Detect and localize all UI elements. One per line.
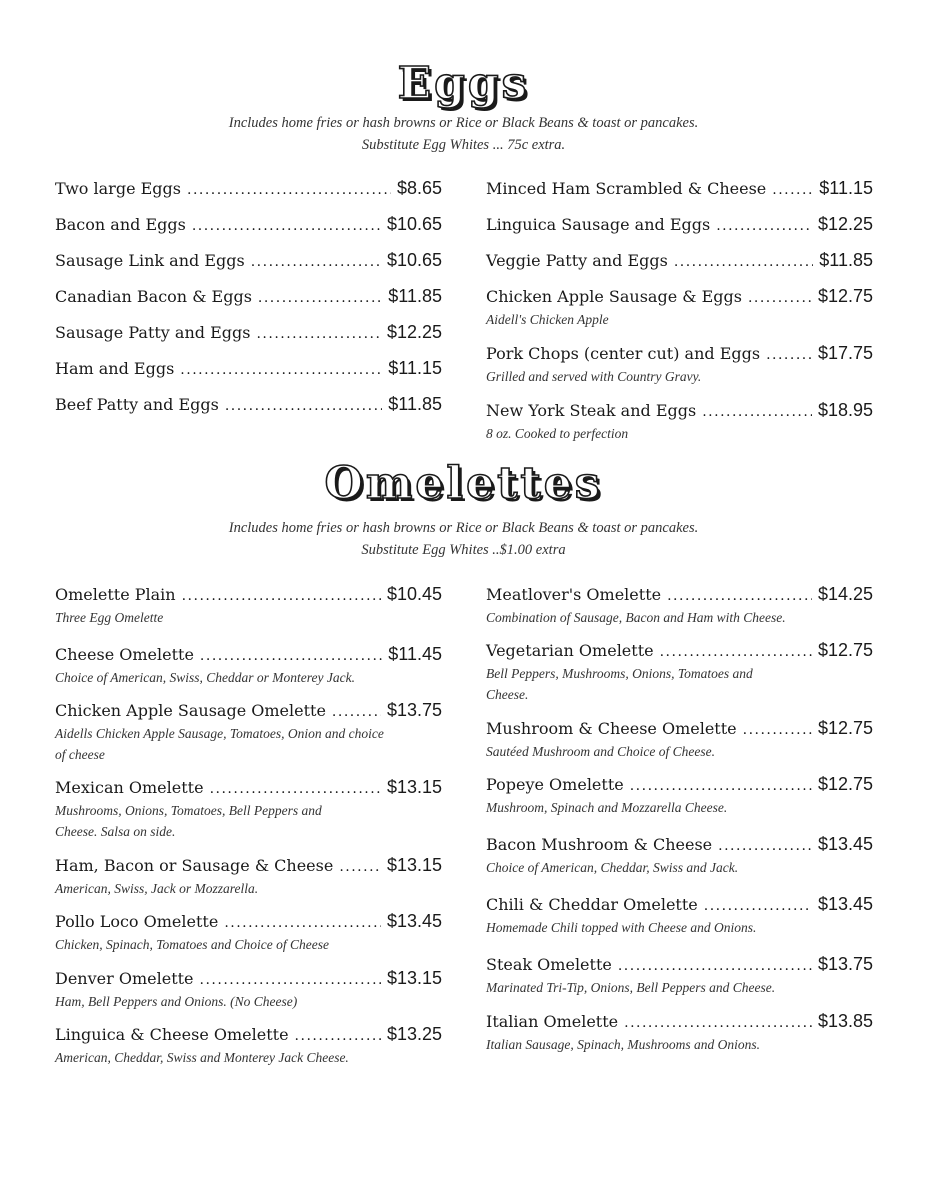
item-price: $13.45: [817, 894, 873, 914]
leader-dots: [618, 958, 812, 974]
item-name: Ham and Eggs: [55, 359, 175, 378]
leader-dots: [182, 588, 381, 604]
menu-item: [486, 718, 873, 762]
item-price: $17.75: [817, 343, 873, 363]
item-name: Canadian Bacon & Eggs: [55, 287, 252, 306]
leader-dots: [200, 972, 381, 988]
menu-item: [486, 250, 873, 271]
item-description: Homemade Chili topped with Cheese and Onions.: [486, 920, 757, 935]
item-name: Pollo Loco Omelette: [55, 912, 219, 931]
item-description: Grilled and served with Country Gravy.: [486, 369, 702, 384]
leader-dots: [718, 838, 812, 854]
item-name: New York Steak and Eggs: [486, 401, 697, 420]
omelettes-title: Omelettes: [324, 458, 603, 509]
menu-item: [486, 954, 873, 998]
menu-item: [55, 250, 442, 271]
item-price: $11.85: [388, 286, 442, 306]
leader-dots: [200, 648, 382, 664]
item-price: $13.75: [386, 700, 442, 720]
leader-dots: [187, 182, 391, 198]
item-price: $13.85: [817, 1011, 873, 1031]
menu-item: [55, 358, 442, 379]
menu-item: [55, 700, 442, 765]
item-name: Mushroom & Cheese Omelette: [486, 719, 737, 738]
menu-item: [55, 178, 442, 199]
item-name: Veggie Patty and Eggs: [486, 251, 668, 270]
menu-item: [55, 584, 442, 628]
item-price: $12.25: [817, 214, 873, 234]
item-price: $12.75: [817, 718, 873, 738]
item-price: $10.65: [386, 214, 442, 234]
eggs-title: Eggs: [397, 58, 530, 109]
omelettes-note-sides: Includes home fries or hash browns or Rice or Black Beans & toast or pancakes.: [228, 520, 699, 536]
item-name: Sausage Link and Eggs: [55, 251, 245, 270]
menu-item: [486, 640, 873, 705]
item-price: $13.45: [817, 834, 873, 854]
item-price: $11.85: [388, 394, 442, 414]
leader-dots: [772, 182, 813, 198]
item-name: Omelette Plain: [55, 585, 176, 604]
item-price: $12.75: [817, 286, 873, 306]
leader-dots: [704, 898, 812, 914]
item-price: $13.25: [386, 1024, 442, 1044]
item-description: Choice of American, Swiss, Cheddar or Monterey Jack.: [55, 670, 355, 685]
menu-item: [55, 394, 442, 415]
leader-dots: [667, 588, 812, 604]
item-name: Two large Eggs: [55, 179, 181, 198]
item-price: $13.15: [386, 855, 442, 875]
item-name: Italian Omelette: [486, 1012, 619, 1031]
menu-item: [486, 774, 873, 818]
leader-dots: [674, 254, 813, 270]
menu-item: [486, 584, 873, 628]
item-description: Chicken, Spinach, Tomatoes and Choice of Cheese: [55, 937, 329, 952]
leader-dots: [224, 915, 381, 931]
menu-item: [486, 894, 873, 938]
item-price: $11.45: [388, 644, 442, 664]
item-name: Beef Patty and Eggs: [55, 395, 219, 414]
item-name: Steak Omelette: [486, 955, 612, 974]
leader-dots: [624, 1015, 812, 1031]
item-description: Three Egg Omelette: [55, 610, 164, 625]
item-description: American, Swiss, Jack or Mozzarella.: [55, 881, 259, 896]
eggs-note-sides: Includes home fries or hash browns or Rice or Black Beans & toast or pancakes.: [228, 115, 699, 131]
item-description: 8 oz. Cooked to perfection: [486, 426, 629, 441]
item-name: Popeye Omelette: [486, 775, 624, 794]
leader-dots: [258, 290, 382, 306]
leader-dots: [192, 218, 381, 234]
leader-dots: [748, 290, 812, 306]
item-name: Pork Chops (center cut) and Eggs: [486, 344, 761, 363]
item-description: Ham, Bell Peppers and Onions. (No Cheese): [55, 994, 298, 1009]
item-description: Marinated Tri-Tip, Onions, Bell Peppers and Cheese.: [486, 980, 776, 995]
menu-item: [486, 400, 873, 444]
item-description: Aidell's Chicken Apple: [486, 312, 609, 327]
leader-dots: [210, 781, 381, 797]
item-name: Meatlover's Omelette: [486, 585, 662, 604]
item-name: Linguica & Cheese Omelette: [55, 1025, 289, 1044]
menu-item: [55, 1024, 442, 1068]
menu-item: [55, 855, 442, 899]
item-name: Denver Omelette: [55, 969, 194, 988]
leader-dots: [332, 704, 381, 720]
menu-item: [55, 286, 442, 307]
item-name: Chicken Apple Sausage Omelette: [55, 701, 326, 720]
leader-dots: [660, 644, 812, 660]
leader-dots: [256, 326, 380, 342]
item-name: Bacon Mushroom & Cheese: [486, 835, 713, 854]
item-name: Linguica Sausage and Eggs: [486, 215, 711, 234]
menu-item: [55, 322, 442, 343]
item-price: $12.75: [817, 640, 873, 660]
leader-dots: [225, 398, 382, 414]
item-description: Mushroom, Spinach and Mozzarella Cheese.: [486, 800, 728, 815]
menu-item: [486, 834, 873, 878]
item-description: Combination of Sausage, Bacon and Ham with Cheese.: [486, 610, 786, 625]
item-price: $10.65: [386, 250, 442, 270]
item-description: Choice of American, Cheddar, Swiss and Jack.: [486, 860, 739, 875]
item-price: $12.25: [386, 322, 442, 342]
menu-item: [486, 1011, 873, 1055]
menu-item: [486, 178, 873, 199]
menu-item: [55, 214, 442, 235]
item-description: Bell Peppers, Mushrooms, Onions, Tomatoes and Cheese.: [486, 666, 753, 702]
item-price: $8.65: [396, 178, 442, 198]
item-price: $11.15: [819, 178, 873, 198]
item-description: American, Cheddar, Swiss and Monterey Jack Cheese.: [55, 1050, 349, 1065]
item-price: $18.95: [817, 400, 873, 420]
leader-dots: [743, 722, 812, 738]
leader-dots: [702, 404, 812, 420]
item-name: Chicken Apple Sausage & Eggs: [486, 287, 742, 306]
item-price: $12.75: [817, 774, 873, 794]
leader-dots: [295, 1028, 381, 1044]
item-name: Mexican Omelette: [55, 778, 204, 797]
item-name: Vegetarian Omelette: [486, 641, 654, 660]
item-name: Chili & Cheddar Omelette: [486, 895, 698, 914]
item-description: Italian Sausage, Spinach, Mushrooms and Onions.: [486, 1037, 760, 1052]
item-name: Minced Ham Scrambled & Cheese: [486, 179, 767, 198]
menu-item: [486, 214, 873, 235]
leader-dots: [251, 254, 381, 270]
item-name: Ham, Bacon or Sausage & Cheese: [55, 856, 334, 875]
item-price: $13.75: [817, 954, 873, 974]
leader-dots: [630, 778, 812, 794]
leader-dots: [766, 347, 812, 363]
item-price: $10.45: [386, 584, 442, 604]
leader-dots: [339, 859, 381, 875]
item-description: Aidells Chicken Apple Sausage, Tomatoes, Onion and choice of cheese: [55, 726, 384, 762]
item-price: $14.25: [817, 584, 873, 604]
item-name: Bacon and Eggs: [55, 215, 186, 234]
menu-item: [55, 644, 442, 688]
leader-dots: [716, 218, 812, 234]
eggs-note-substitute: Substitute Egg Whites ... 75c extra.: [361, 137, 566, 153]
item-name: Sausage Patty and Eggs: [55, 323, 251, 342]
item-price: $11.85: [819, 250, 873, 270]
item-description: Sautéed Mushroom and Choice of Cheese.: [486, 744, 715, 759]
menu-item: [55, 968, 442, 1012]
item-price: $13.15: [386, 777, 442, 797]
menu-item: [486, 343, 873, 387]
menu-item: [55, 777, 442, 842]
omelettes-note-substitute: Substitute Egg Whites ..$1.00 extra: [361, 542, 566, 558]
item-price: $11.15: [388, 358, 442, 378]
menu-item: [486, 286, 873, 330]
menu-item: [55, 911, 442, 955]
item-price: $13.45: [386, 911, 442, 931]
item-description: Mushrooms, Onions, Tomatoes, Bell Peppers and Cheese. Salsa on side.: [55, 803, 322, 839]
leader-dots: [180, 362, 382, 378]
item-name: Cheese Omelette: [55, 645, 194, 664]
item-price: $13.15: [386, 968, 442, 988]
